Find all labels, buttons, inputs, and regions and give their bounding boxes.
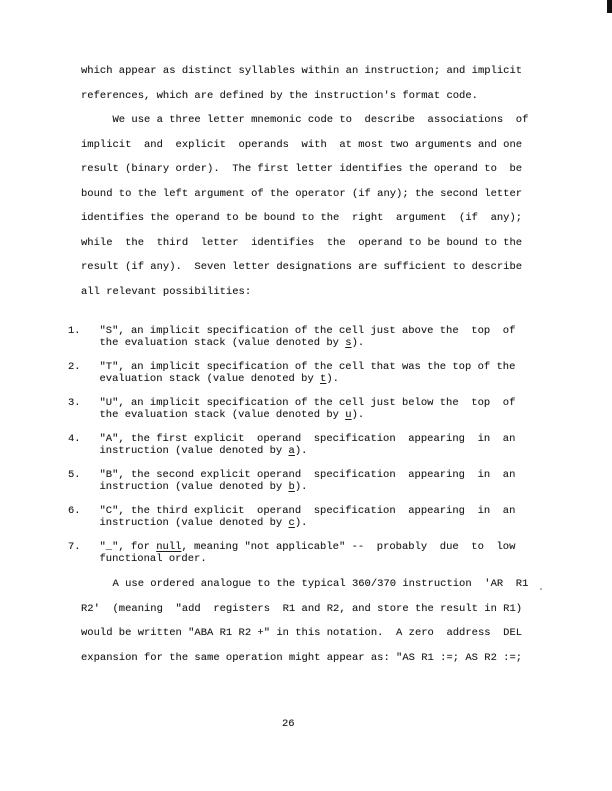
list-item <box>68 433 515 458</box>
numbered-list <box>68 325 515 577</box>
list-item-line: instruction (value denoted by c). <box>68 517 308 530</box>
paragraph-line: result (binary order). The first letter identifies the operand to be <box>81 163 523 175</box>
list-item <box>68 505 515 530</box>
list-item <box>68 325 515 350</box>
paragraph-line: references, which are defined by the instruction's format code. <box>81 89 478 102</box>
paragraph-line: We use a three letter mnemonic code to describe associations of <box>81 114 529 126</box>
intro-paragraphs <box>81 59 528 304</box>
scan-artifact-corner-mark <box>607 0 612 13</box>
list-item-line: 2. "T", an implicit specification of the cell that was the top of the <box>68 360 516 373</box>
list-item-line: 4. "A", the first explicit operand specification appearing in an <box>68 432 516 445</box>
paragraph-line: identifies the operand to be bound to the right argument (if any); <box>81 212 523 224</box>
paragraph-line: R2' (meaning "add registers R1 and R2, and store the result in R1) <box>81 602 523 615</box>
list-item <box>68 397 515 422</box>
paragraph-line: A use ordered analogue to the typical 360/370 instruction 'AR R1 <box>81 578 529 590</box>
list-item-line: 7. "_", for null, meaning "not applicable" -- probably due to low <box>68 540 516 553</box>
list-item-line: the evaluation stack (value denoted by u). <box>68 409 365 422</box>
paragraph-line: all relevant possibilities: <box>81 285 252 298</box>
paragraph-line: which appear as distinct syllables within an instruction; and implicit <box>81 65 523 77</box>
paragraph-line: implicit and explicit operands with at most two arguments and one <box>81 138 523 151</box>
paragraph-line: expansion for the same operation might appear as: "AS R1 :=; AS R2 :=; <box>81 651 523 664</box>
list-item-line: instruction (value denoted by b). <box>68 481 308 494</box>
page-number: 26 <box>282 718 295 730</box>
paragraph-line: while the third letter identifies the operand to be bound to the <box>81 236 523 249</box>
paragraph-line: would be written "ABA R1 R2 +" in this notation. A zero address DEL <box>81 627 523 639</box>
paragraph-line: bound to the left argument of the operator (if any); the second letter <box>81 187 523 200</box>
list-item <box>68 541 515 566</box>
list-item <box>68 469 515 494</box>
list-item-line: instruction (value denoted by a). <box>68 445 308 458</box>
list-item <box>68 361 515 386</box>
paragraph-line: result (if any). Seven letter designations are sufficient to describe <box>81 261 523 273</box>
scan-artifact-speck <box>540 588 542 590</box>
list-item-line: functional order. <box>68 553 207 566</box>
list-item-line: 1. "S", an implicit specification of the cell just above the top of <box>68 325 516 337</box>
list-item-line: 3. "U", an implicit specification of the cell just below the top of <box>68 396 516 409</box>
closing-paragraph <box>81 572 528 670</box>
list-item-line: 5. "B", the second explicit operand specification appearing in an <box>68 468 516 481</box>
list-item-line: evaluation stack (value denoted by t). <box>68 373 339 386</box>
list-item-line: the evaluation stack (value denoted by s). <box>68 337 365 350</box>
list-item-line: 6. "C", the third explicit operand specification appearing in an <box>68 504 516 517</box>
